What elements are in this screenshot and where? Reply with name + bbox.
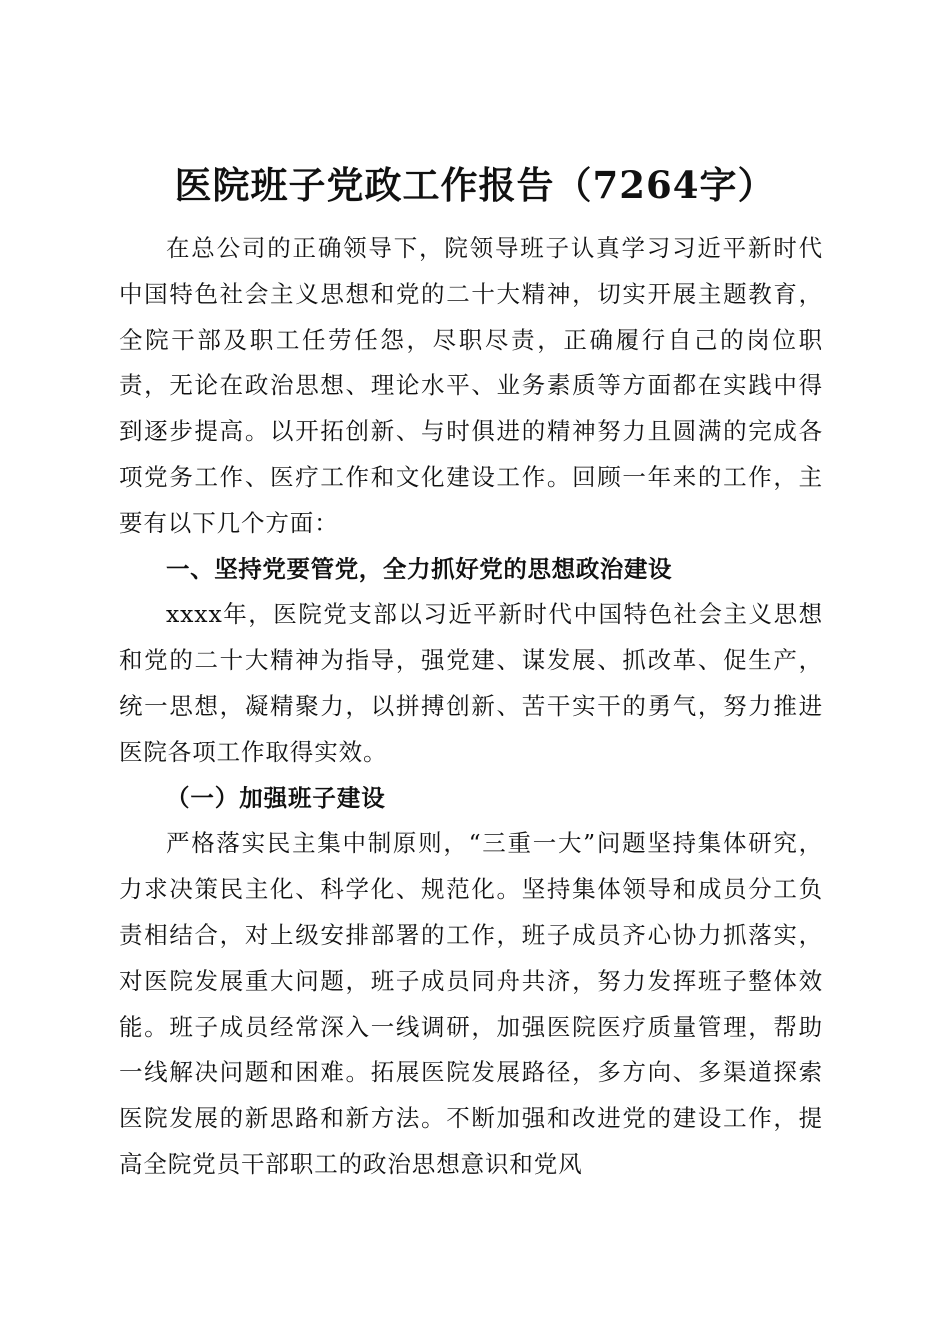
subsection-1-heading: （一）加强班子建设: [166, 783, 386, 812]
document-title: 医院班子党政工作报告（7264字）: [174, 162, 776, 207]
section-1-heading: 一、坚持党要管党，全力抓好党的思想政治建设: [166, 554, 673, 583]
intro-paragraph: 在总公司的正确领导下，院领导班子认真学习习近平新时代中国特色社会主义思想和党的二十大精神，切实开展主题教育，全院干部及职工任劳任怨，尽职尽责，正确履行自己的岗位职责，无论在政治思想、理论水平、业务素质等方面都在实践中得到逐步提高。以开拓创新、与时俱进的精神努力且圆满的完成各项党务工作、医疗工作和文化建设工作。回顾一年来的工作，主要有以下几个方面：: [119, 234, 823, 537]
section-1-paragraph: xxxx年，医院党支部以习近平新时代中国特色社会主义思想和党的二十大精神为指导，强党建、谋发展、抓改革、促生产，统一思想，凝精聚力，以拼搏创新、苦干实干的勇气，努力推进医院各项工作取得实效。: [119, 600, 823, 766]
document-body: [119, 226, 823, 1188]
subsection-1-paragraph: 严格落实民主集中制原则，“三重一大”问题坚持集体研究，力求决策民主化、科学化、规范化。坚持集体领导和成员分工负责相结合，对上级安排部署的工作，班子成员齐心协力抓落实，对医院发展重大问题，班子成员同舟共济，努力发挥班子整体效能。班子成员经常深入一线调研，加强医院医疗质量管理，帮助一线解决问题和困难。拓展医院发展路径，多方向、多渠道探索医院发展的新思路和新方法。不断加强和改进党的建设工作，提高全院党员干部职工的政治思想意识和党风: [119, 829, 823, 1178]
